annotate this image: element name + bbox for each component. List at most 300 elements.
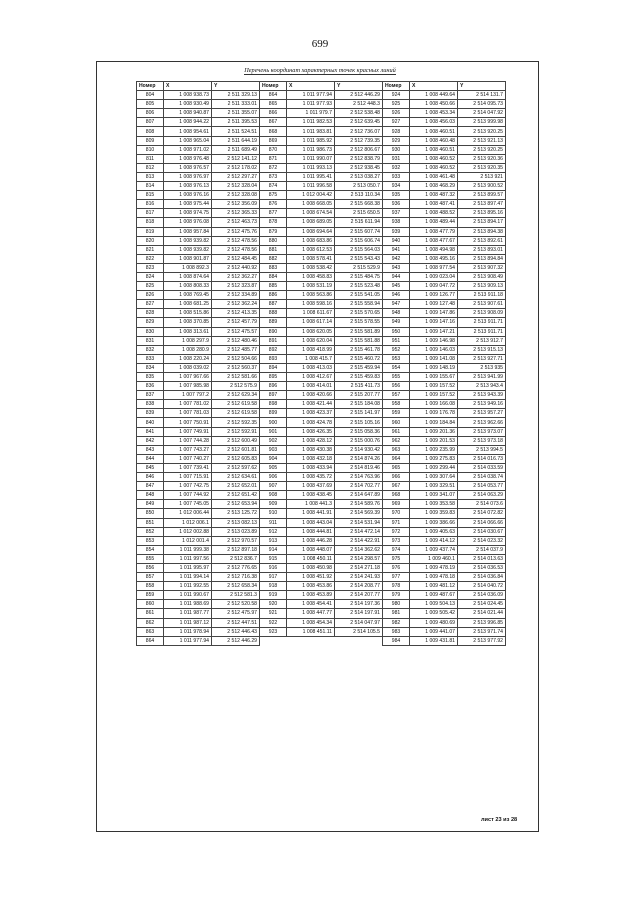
- x-coordinate-cell: 1 012 004.42: [287, 191, 335, 200]
- point-number-cell: 817: [137, 209, 164, 218]
- x-coordinate-cell: 1 009 460.1: [410, 554, 458, 563]
- point-number-cell: 810: [137, 145, 164, 154]
- y-coordinate-cell: 2 512 520.58: [212, 600, 260, 609]
- table-row: [137, 600, 506, 609]
- x-coordinate-cell: 1 008 454.41: [287, 600, 335, 609]
- header-x-1: X: [164, 82, 212, 91]
- x-coordinate-cell: 1 008 612.53: [287, 245, 335, 254]
- y-coordinate-cell: 2 511 333.01: [212, 100, 260, 109]
- table-header-row: [137, 82, 506, 91]
- y-coordinate-cell: 2 512 141.12: [212, 154, 260, 163]
- x-coordinate-cell: 1 007 744.92: [164, 491, 212, 500]
- point-number-cell: 945: [383, 282, 410, 291]
- header-number-3: Номер: [383, 82, 410, 91]
- point-number-cell: 837: [137, 391, 164, 400]
- point-number-cell: 859: [137, 591, 164, 600]
- y-coordinate-cell: 2 514 016.73: [458, 454, 506, 463]
- x-coordinate-cell: 1 008 441.3: [287, 500, 335, 509]
- x-coordinate-cell: 1 007 985.98: [164, 382, 212, 391]
- point-number-cell: 942: [383, 254, 410, 263]
- point-number-cell: 814: [137, 182, 164, 191]
- point-number-cell: 927: [383, 118, 410, 127]
- point-number-cell: 984: [383, 636, 410, 645]
- y-coordinate-cell: 2 515 459.83: [335, 373, 383, 382]
- table-row: [137, 409, 506, 418]
- point-number-cell: 874: [260, 182, 287, 191]
- point-number-cell: 983: [383, 627, 410, 636]
- point-number-cell: 965: [383, 463, 410, 472]
- point-number-cell: 839: [137, 409, 164, 418]
- point-number-cell: 804: [137, 91, 164, 100]
- y-coordinate-cell: 2 512 365.33: [212, 209, 260, 218]
- y-coordinate-cell: 2 512 776.65: [212, 563, 260, 572]
- x-coordinate-cell: 1 009 157.52: [410, 391, 458, 400]
- y-coordinate-cell: 2 514 021.44: [458, 609, 506, 618]
- point-number-cell: 982: [383, 618, 410, 627]
- point-number-cell: 854: [137, 545, 164, 554]
- x-coordinate-cell: 1 008 424.78: [287, 418, 335, 427]
- y-coordinate-cell: 2 512 592.91: [212, 427, 260, 436]
- x-coordinate-cell: 1 008 689.05: [287, 218, 335, 227]
- y-coordinate-cell: 2 512 334.89: [212, 291, 260, 300]
- y-coordinate-cell: 2 513 920.25: [458, 145, 506, 154]
- x-coordinate-cell: 1 008 494.98: [410, 245, 458, 254]
- point-number-cell: 925: [383, 100, 410, 109]
- x-coordinate-cell: 1 009 146.03: [410, 345, 458, 354]
- table-row: [137, 227, 506, 236]
- y-coordinate-cell: 2 514 036.09: [458, 591, 506, 600]
- x-coordinate-cell: 1 008 769.45: [164, 291, 212, 300]
- table-row: [137, 282, 506, 291]
- point-number-cell: 884: [260, 272, 287, 281]
- x-coordinate-cell: 1 008 487.41: [410, 200, 458, 209]
- y-coordinate-cell: 2 515 058.36: [335, 427, 383, 436]
- table-body: [137, 91, 506, 646]
- x-coordinate-cell: 1 008 461.48: [410, 172, 458, 181]
- x-coordinate-cell: 1 008 454.34: [287, 618, 335, 627]
- x-coordinate-cell: 1 011 986.73: [287, 145, 335, 154]
- point-number-cell: 842: [137, 436, 164, 445]
- x-coordinate-cell: 1 008 423.37: [287, 409, 335, 418]
- y-coordinate-cell: 2 514 422.91: [335, 536, 383, 545]
- point-number-cell: 831: [137, 336, 164, 345]
- point-number-cell: 850: [137, 509, 164, 518]
- point-number-cell: 979: [383, 591, 410, 600]
- table-row: [137, 536, 506, 545]
- empty-cell: [287, 636, 335, 645]
- y-coordinate-cell: 2 515 570.65: [335, 309, 383, 318]
- x-coordinate-cell: 1 008 976.16: [164, 191, 212, 200]
- point-number-cell: 864: [260, 91, 287, 100]
- point-number-cell: 932: [383, 163, 410, 172]
- x-coordinate-cell: 1 011 987.77: [164, 609, 212, 618]
- point-number-cell: 828: [137, 309, 164, 318]
- x-coordinate-cell: 1 008 421.44: [287, 400, 335, 409]
- point-number-cell: 911: [260, 518, 287, 527]
- x-coordinate-cell: 1 007 781.03: [164, 409, 212, 418]
- x-coordinate-cell: 1 007 744.28: [164, 436, 212, 445]
- point-number-cell: 896: [260, 382, 287, 391]
- point-number-cell: 902: [260, 436, 287, 445]
- x-coordinate-cell: 1 008 976.97: [164, 172, 212, 181]
- y-coordinate-cell: 2 513 050.7: [335, 182, 383, 191]
- point-number-cell: 933: [383, 172, 410, 181]
- header-y-1: Y: [212, 82, 260, 91]
- x-coordinate-cell: 1 009 437.74: [410, 545, 458, 554]
- x-coordinate-cell: 1 008 939.82: [164, 236, 212, 245]
- y-coordinate-cell: 2 514 271.18: [335, 563, 383, 572]
- x-coordinate-cell: 1 008 957.84: [164, 227, 212, 236]
- x-coordinate-cell: 1 008 458.83: [287, 272, 335, 281]
- x-coordinate-cell: 1 008 313.61: [164, 327, 212, 336]
- point-number-cell: 809: [137, 136, 164, 145]
- y-coordinate-cell: 2 513 920.35: [458, 163, 506, 172]
- x-coordinate-cell: 1 008 681.25: [164, 300, 212, 309]
- x-coordinate-cell: 1 009 023.04: [410, 272, 458, 281]
- x-coordinate-cell: 1 009 047.72: [410, 282, 458, 291]
- y-coordinate-cell: 2 514 053.77: [458, 482, 506, 491]
- x-coordinate-cell: 1 008 976.48: [164, 154, 212, 163]
- y-coordinate-cell: 2 512 560.37: [212, 363, 260, 372]
- point-number-cell: 903: [260, 445, 287, 454]
- point-number-cell: 947: [383, 300, 410, 309]
- x-coordinate-cell: 1 008 447.77: [287, 609, 335, 618]
- x-coordinate-cell: 1 008 598.16: [287, 300, 335, 309]
- point-number-cell: 889: [260, 318, 287, 327]
- y-coordinate-cell: 2 515 578.55: [335, 318, 383, 327]
- x-coordinate-cell: 1 008 453.86: [287, 582, 335, 591]
- y-coordinate-cell: 2 511 395.53: [212, 118, 260, 127]
- y-coordinate-cell: 2 515 207.77: [335, 391, 383, 400]
- x-coordinate-cell: 1 011 978.94: [164, 627, 212, 636]
- y-coordinate-cell: 2 513 893.01: [458, 245, 506, 254]
- y-coordinate-cell: 2 514 208.77: [335, 582, 383, 591]
- x-coordinate-cell: 1 008 443.04: [287, 518, 335, 527]
- x-coordinate-cell: 1 008 460.48: [410, 136, 458, 145]
- point-number-cell: 926: [383, 109, 410, 118]
- y-coordinate-cell: 2 514 569.39: [335, 509, 383, 518]
- y-coordinate-cell: 2 512 478.56: [212, 236, 260, 245]
- x-coordinate-cell: 1 011 995.41: [287, 172, 335, 181]
- point-number-cell: 951: [383, 336, 410, 345]
- y-coordinate-cell: 2 514 047.92: [458, 109, 506, 118]
- x-coordinate-cell: 1 009 478.18: [410, 573, 458, 582]
- point-number-cell: 980: [383, 600, 410, 609]
- y-coordinate-cell: 2 514 298.57: [335, 554, 383, 563]
- y-coordinate-cell: 2 512 605.83: [212, 454, 260, 463]
- x-coordinate-cell: 1 008 449.64: [410, 91, 458, 100]
- point-number-cell: 935: [383, 191, 410, 200]
- y-coordinate-cell: 2 513 895.16: [458, 209, 506, 218]
- y-coordinate-cell: 2 513 038.27: [335, 172, 383, 181]
- table-row: [137, 609, 506, 618]
- table-row: [137, 373, 506, 382]
- y-coordinate-cell: 2 514 063.29: [458, 491, 506, 500]
- y-coordinate-cell: 2 513 957.27: [458, 409, 506, 418]
- x-coordinate-cell: 1 009 176.78: [410, 409, 458, 418]
- y-coordinate-cell: 2 512 484.45: [212, 254, 260, 263]
- y-coordinate-cell: 2 512 575.9: [212, 382, 260, 391]
- point-number-cell: 832: [137, 345, 164, 354]
- x-coordinate-cell: 1 008 450.98: [287, 563, 335, 572]
- y-coordinate-cell: 2 512 448.3: [335, 100, 383, 109]
- table-row: [137, 582, 506, 591]
- y-coordinate-cell: 2 513 977.92: [458, 636, 506, 645]
- x-coordinate-cell: 1 011 997.56: [164, 554, 212, 563]
- sheet-label: лист 23 из 28: [481, 817, 518, 823]
- table-row: [137, 182, 506, 191]
- x-coordinate-cell: 1 008 039.02: [164, 363, 212, 372]
- point-number-cell: 900: [260, 418, 287, 427]
- point-number-cell: 841: [137, 427, 164, 436]
- x-coordinate-cell: 1 008 477.67: [410, 236, 458, 245]
- y-coordinate-cell: 2 512 597.62: [212, 463, 260, 472]
- y-coordinate-cell: 2 514 073.6: [458, 500, 506, 509]
- point-number-cell: 856: [137, 563, 164, 572]
- point-number-cell: 963: [383, 445, 410, 454]
- point-number-cell: 830: [137, 327, 164, 336]
- point-number-cell: 886: [260, 291, 287, 300]
- x-coordinate-cell: 1 009 201.53: [410, 436, 458, 445]
- x-coordinate-cell: 1 009 487.67: [410, 591, 458, 600]
- y-coordinate-cell: 2 512 446.43: [212, 627, 260, 636]
- y-coordinate-cell: 2 511 329.13: [212, 91, 260, 100]
- point-number-cell: 867: [260, 118, 287, 127]
- point-number-cell: 881: [260, 245, 287, 254]
- x-coordinate-cell: 1 008 874.64: [164, 272, 212, 281]
- point-number-cell: 855: [137, 554, 164, 563]
- point-number-cell: 847: [137, 482, 164, 491]
- y-coordinate-cell: 2 513 941.99: [458, 373, 506, 382]
- x-coordinate-cell: 1 008 280.9: [164, 345, 212, 354]
- x-coordinate-cell: 1 008 450.11: [287, 554, 335, 563]
- table-row: [137, 245, 506, 254]
- point-number-cell: 853: [137, 536, 164, 545]
- x-coordinate-cell: 1 007 742.75: [164, 482, 212, 491]
- point-number-cell: 843: [137, 445, 164, 454]
- y-coordinate-cell: 2 515 523.48: [335, 282, 383, 291]
- point-number-cell: 823: [137, 263, 164, 272]
- y-coordinate-cell: 2 514 589.76: [335, 500, 383, 509]
- x-coordinate-cell: 1 008 975.44: [164, 200, 212, 209]
- y-coordinate-cell: 2 512 629.34: [212, 391, 260, 400]
- x-coordinate-cell: 1 008 453.89: [287, 591, 335, 600]
- point-number-cell: 827: [137, 300, 164, 309]
- x-coordinate-cell: 1 008 477.79: [410, 227, 458, 236]
- table-row: [137, 291, 506, 300]
- point-number-cell: 860: [137, 600, 164, 609]
- x-coordinate-cell: 1 008 426.35: [287, 427, 335, 436]
- y-coordinate-cell: 2 515 558.94: [335, 300, 383, 309]
- x-coordinate-cell: 1 007 745.05: [164, 500, 212, 509]
- x-coordinate-cell: 1 008 901.87: [164, 254, 212, 263]
- x-coordinate-cell: 1 009 275.83: [410, 454, 458, 463]
- x-coordinate-cell: 1 009 359.83: [410, 509, 458, 518]
- y-coordinate-cell: 2 512 178.02: [212, 163, 260, 172]
- y-coordinate-cell: 2 513 911.71: [458, 318, 506, 327]
- point-number-cell: 857: [137, 573, 164, 582]
- x-coordinate-cell: 1 008 414.01: [287, 382, 335, 391]
- y-coordinate-cell: 2 511 689.49: [212, 145, 260, 154]
- x-coordinate-cell: 1 008 415.7: [287, 354, 335, 363]
- point-number-cell: 969: [383, 500, 410, 509]
- point-number-cell: 887: [260, 300, 287, 309]
- y-coordinate-cell: 2 513 125.72: [212, 509, 260, 518]
- point-number-cell: 848: [137, 491, 164, 500]
- point-number-cell: 912: [260, 527, 287, 536]
- table-row: [137, 382, 506, 391]
- point-number-cell: 866: [260, 109, 287, 118]
- y-coordinate-cell: 2 513 897.47: [458, 200, 506, 209]
- x-coordinate-cell: 1 008 460.51: [410, 145, 458, 154]
- x-coordinate-cell: 1 011 982.53: [287, 118, 335, 127]
- x-coordinate-cell: 1 008 611.67: [287, 309, 335, 318]
- y-coordinate-cell: 2 513 894.38: [458, 227, 506, 236]
- point-number-cell: 914: [260, 545, 287, 554]
- point-number-cell: 826: [137, 291, 164, 300]
- y-coordinate-cell: 2 514 037.9: [458, 545, 506, 554]
- x-coordinate-cell: 1 008 489.44: [410, 218, 458, 227]
- y-coordinate-cell: 2 513 943.39: [458, 391, 506, 400]
- point-number-cell: 834: [137, 363, 164, 372]
- x-coordinate-cell: 1 008 954.61: [164, 127, 212, 136]
- point-number-cell: 944: [383, 272, 410, 281]
- table-row: [137, 554, 506, 563]
- x-coordinate-cell: 1 012 002.88: [164, 527, 212, 536]
- x-coordinate-cell: 1 009 441.07: [410, 627, 458, 636]
- y-coordinate-cell: 2 514 036.84: [458, 573, 506, 582]
- table-row: [137, 191, 506, 200]
- table-row: [137, 318, 506, 327]
- x-coordinate-cell: 1 008 297.9: [164, 336, 212, 345]
- y-coordinate-cell: 2 512 601.81: [212, 445, 260, 454]
- table-row: [137, 272, 506, 281]
- y-coordinate-cell: 2 514 874.26: [335, 454, 383, 463]
- y-coordinate-cell: 2 512 356.09: [212, 200, 260, 209]
- point-number-cell: 952: [383, 345, 410, 354]
- x-coordinate-cell: 1 008 456.03: [410, 118, 458, 127]
- y-coordinate-cell: 2 512 362.27: [212, 272, 260, 281]
- x-coordinate-cell: 1 009 147.21: [410, 327, 458, 336]
- x-coordinate-cell: 1 008 971.02: [164, 145, 212, 154]
- point-number-cell: 873: [260, 172, 287, 181]
- x-coordinate-cell: 1 008 538.42: [287, 263, 335, 272]
- y-coordinate-cell: 2 512 485.77: [212, 345, 260, 354]
- point-number-cell: 931: [383, 154, 410, 163]
- y-coordinate-cell: 2 512 480.46: [212, 336, 260, 345]
- point-number-cell: 811: [137, 154, 164, 163]
- point-number-cell: 936: [383, 200, 410, 209]
- x-coordinate-cell: 1 009 505.42: [410, 609, 458, 618]
- point-number-cell: 975: [383, 554, 410, 563]
- x-coordinate-cell: 1 012 006.1: [164, 518, 212, 527]
- point-number-cell: 976: [383, 563, 410, 572]
- point-number-cell: 897: [260, 391, 287, 400]
- point-number-cell: 948: [383, 309, 410, 318]
- y-coordinate-cell: 2 515 611.94: [335, 218, 383, 227]
- point-number-cell: 953: [383, 354, 410, 363]
- y-coordinate-cell: 2 513 920.36: [458, 154, 506, 163]
- x-coordinate-cell: 1 009 201.36: [410, 427, 458, 436]
- point-number-cell: 901: [260, 427, 287, 436]
- y-coordinate-cell: 2 513 973.07: [458, 427, 506, 436]
- y-coordinate-cell: 2 514 030.67: [458, 527, 506, 536]
- coordinates-table: [136, 81, 506, 646]
- point-number-cell: 916: [260, 563, 287, 572]
- point-number-cell: 939: [383, 227, 410, 236]
- point-number-cell: 895: [260, 373, 287, 382]
- y-coordinate-cell: 2 513 935: [458, 363, 506, 372]
- x-coordinate-cell: 1 008 965.04: [164, 136, 212, 145]
- x-coordinate-cell: 1 009 299.44: [410, 463, 458, 472]
- table-row: [137, 636, 506, 645]
- point-number-cell: 808: [137, 127, 164, 136]
- point-number-cell: 934: [383, 182, 410, 191]
- x-coordinate-cell: 1 009 414.12: [410, 536, 458, 545]
- point-number-cell: 954: [383, 363, 410, 372]
- x-coordinate-cell: 1 009 386.66: [410, 518, 458, 527]
- x-coordinate-cell: 1 008 620.05: [287, 327, 335, 336]
- y-coordinate-cell: 2 514 531.94: [335, 518, 383, 527]
- y-coordinate-cell: 2 515 650.5: [335, 209, 383, 218]
- y-coordinate-cell: 2 513 996.85: [458, 618, 506, 627]
- point-number-cell: 913: [260, 536, 287, 545]
- y-coordinate-cell: 2 514 763.96: [335, 473, 383, 482]
- y-coordinate-cell: 2 513 908.49: [458, 272, 506, 281]
- y-coordinate-cell: 2 512 838.79: [335, 154, 383, 163]
- y-coordinate-cell: 2 515 141.97: [335, 409, 383, 418]
- page-number: 699: [311, 38, 329, 50]
- x-coordinate-cell: 1 008 531.19: [287, 282, 335, 291]
- x-coordinate-cell: 1 011 990.07: [287, 154, 335, 163]
- y-coordinate-cell: 2 514 013.63: [458, 554, 506, 563]
- y-coordinate-cell: 2 514 023.32: [458, 536, 506, 545]
- x-coordinate-cell: 1 007 743.27: [164, 445, 212, 454]
- table-row: [137, 491, 506, 500]
- x-coordinate-cell: 1 008 930.49: [164, 100, 212, 109]
- point-number-cell: 844: [137, 454, 164, 463]
- table-row: [137, 336, 506, 345]
- y-coordinate-cell: 2 514 047.97: [335, 618, 383, 627]
- table-row: [137, 100, 506, 109]
- x-coordinate-cell: 1 009 480.69: [410, 618, 458, 627]
- table-row: [137, 109, 506, 118]
- table-row: [137, 391, 506, 400]
- point-number-cell: 829: [137, 318, 164, 327]
- point-number-cell: 946: [383, 291, 410, 300]
- table-row: [137, 627, 506, 636]
- point-number-cell: 923: [260, 627, 287, 636]
- table-row: [137, 363, 506, 372]
- table-row: [137, 445, 506, 454]
- point-number-cell: 876: [260, 200, 287, 209]
- x-coordinate-cell: 1 008 420.66: [287, 391, 335, 400]
- y-coordinate-cell: 2 513 915.13: [458, 345, 506, 354]
- x-coordinate-cell: 1 011 993.13: [287, 163, 335, 172]
- point-number-cell: 955: [383, 373, 410, 382]
- table-row: [137, 163, 506, 172]
- x-coordinate-cell: 1 008 448.07: [287, 545, 335, 554]
- y-coordinate-cell: 2 512 463.73: [212, 218, 260, 227]
- table-row: [137, 473, 506, 482]
- point-number-cell: 835: [137, 373, 164, 382]
- y-coordinate-cell: 2 514 095.73: [458, 100, 506, 109]
- point-number-cell: 871: [260, 154, 287, 163]
- x-coordinate-cell: 1 007 715.91: [164, 473, 212, 482]
- table-row: [137, 209, 506, 218]
- x-coordinate-cell: 1 008 977.54: [410, 263, 458, 272]
- y-coordinate-cell: 2 515 668.38: [335, 200, 383, 209]
